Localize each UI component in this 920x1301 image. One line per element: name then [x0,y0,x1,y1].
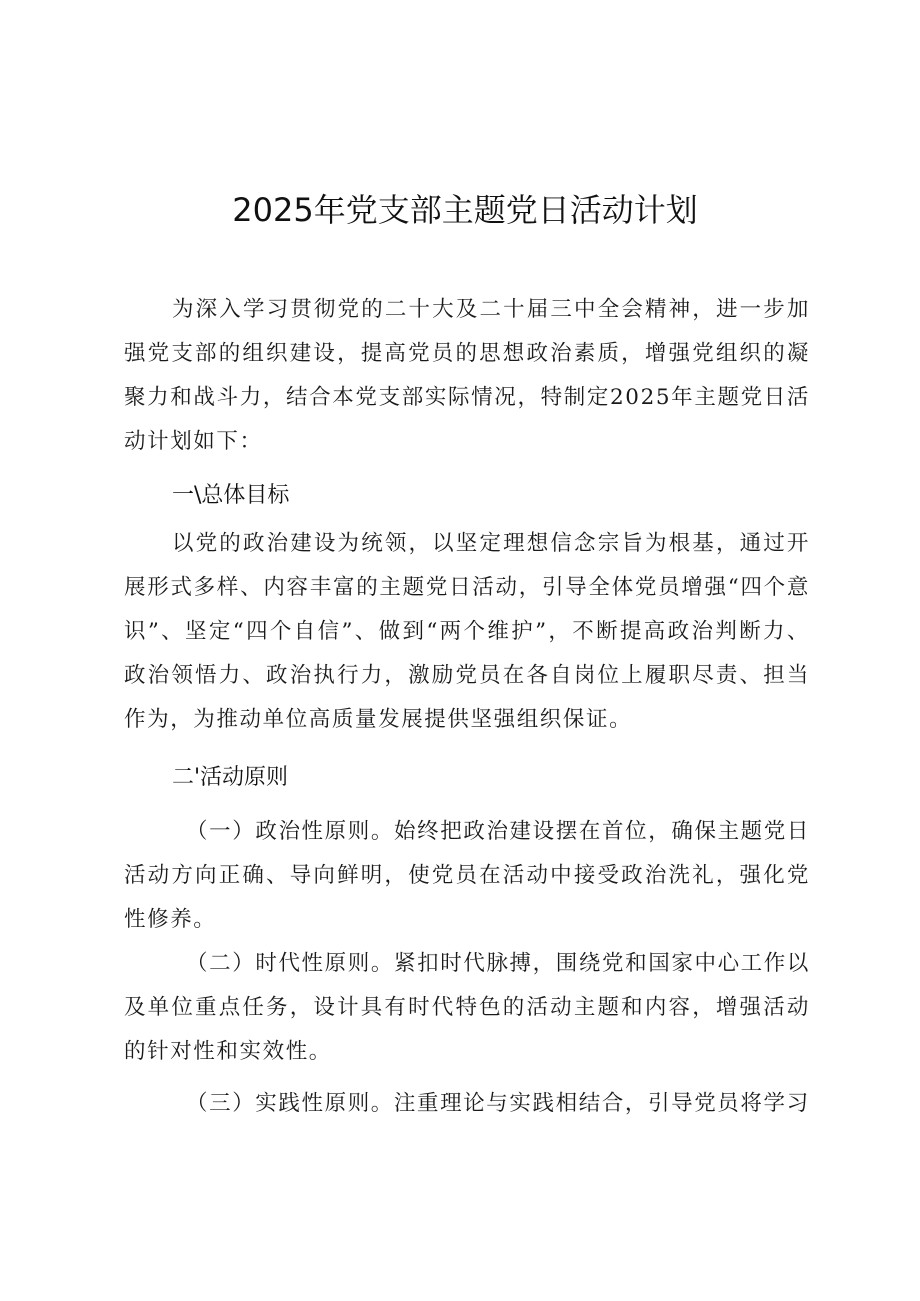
section-heading-principles: 二'活动原则 [172,765,289,790]
intro-paragraph: 为深入学习贯彻党的二十大及二十届三中全会精神，进一步加强党支部的组织建设，提高党员的思想政治素质，增强党组织的凝聚力和战斗力，结合本党支部实际情况，特制定2025年主题党日活动计划如下： [124,297,810,454]
section-heading-goals: 一\总体目标 [172,483,290,508]
principle-era-paragraph: （二）时代性原则。紧扣时代脉搏，围绕党和国家中心工作以及单位重点任务，设计具有时代特色的活动主题和内容，增强活动的针对性和实效性。 [124,951,810,1064]
principle-political-paragraph: （一）政治性原则。始终把政治建设摆在首位，确保主题党日活动方向正确、导向鲜明，使党员在活动中接受政治洗礼，强化党性修养。 [124,819,810,932]
document-title: 2025年党支部主题党日活动计划 [232,191,698,229]
goals-paragraph: 以党的政治建设为统领，以坚定理想信念宗旨为根基，通过开展形式多样、内容丰富的主题党日活动，引导全体党员增强“四个意识”、坚定“四个自信”、做到“两个维护”，不断提高政治判断力、政治领悟力、政治执行力，激励党员在各自岗位上履职尽责、担当作为，为推动单位高质量发展提供坚强组织保证。 [124,531,810,732]
principle-practice-paragraph: （三）实践性原则。注重理论与实践相结合，引导党员将学习 [186,1091,810,1116]
